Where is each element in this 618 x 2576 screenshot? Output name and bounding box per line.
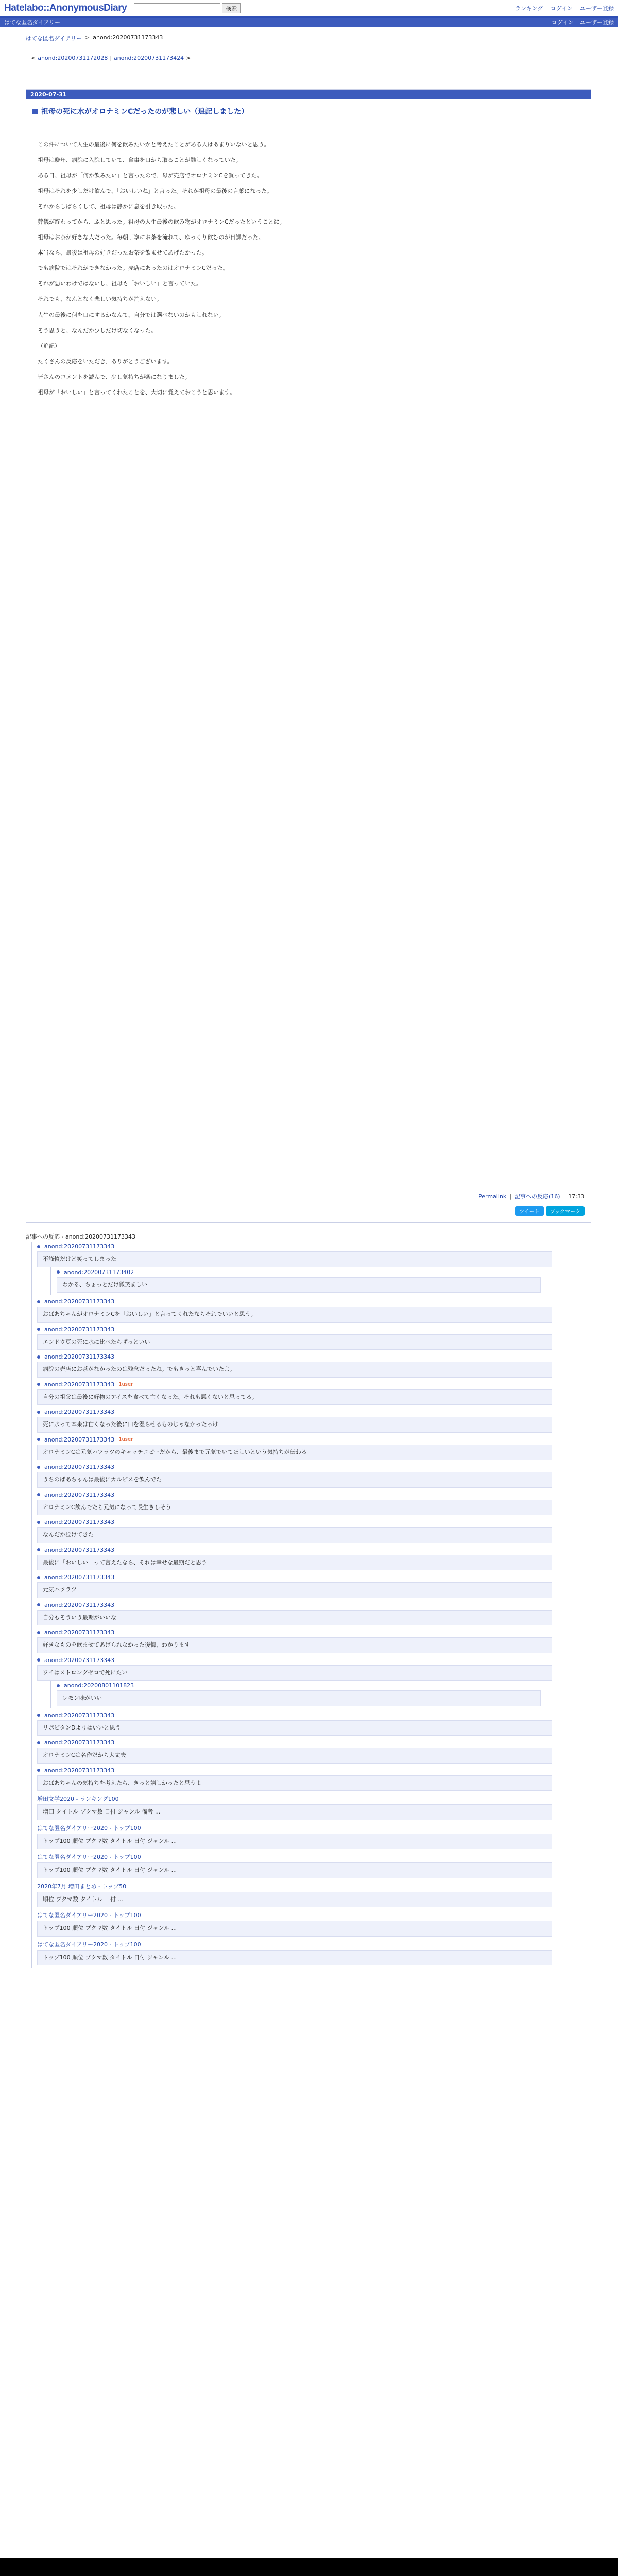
related-entry-body: トップ100 順位 ブクマ数 タイトル 日付 ジャンル ... bbox=[37, 1834, 552, 1850]
article-body bbox=[38, 140, 580, 397]
comment-body: 自分もそういう最期がいいな bbox=[37, 1610, 552, 1626]
bullet-icon bbox=[37, 1548, 40, 1551]
comment-id-link[interactable]: anond:20200731173343 bbox=[44, 1629, 115, 1636]
article-paragraph: たくさんの反応をいただき、ありがとうございます。 bbox=[38, 358, 173, 365]
search-input[interactable] bbox=[134, 3, 220, 13]
comment-header bbox=[37, 1602, 587, 1608]
comment-header bbox=[57, 1682, 587, 1689]
post-time: 17:33 bbox=[568, 1193, 585, 1200]
subbar-login[interactable]: ログイン bbox=[551, 19, 574, 26]
related-entry-title[interactable]: 2020年7月 増田まとめ - トップ50 bbox=[37, 1883, 127, 1890]
nav-ranking[interactable]: ランキング bbox=[514, 5, 543, 12]
comment-header bbox=[37, 1436, 587, 1443]
related-entry-body: 増田 タイトル ブクマ数 日付 ジャンル 備考 ... bbox=[37, 1804, 552, 1820]
comment-body: オロナミンCは名作だから大丈夫 bbox=[37, 1748, 552, 1764]
nav-register[interactable]: ユーザー登録 bbox=[580, 5, 614, 12]
comment-id-link[interactable]: anond:20200731173343 bbox=[44, 1436, 115, 1443]
bullet-icon bbox=[37, 1383, 40, 1386]
related-entry bbox=[31, 1939, 587, 1968]
comment-header bbox=[37, 1298, 587, 1305]
comment-id-link[interactable]: anond:20200731173343 bbox=[44, 1519, 115, 1526]
comment bbox=[31, 1352, 587, 1380]
comment bbox=[31, 1297, 587, 1325]
comment-body: おばあちゃんがオロナミンCを「おいしい」と言ってくれたならそれでいいと思う。 bbox=[37, 1307, 552, 1323]
search-box bbox=[134, 3, 241, 13]
comment-header bbox=[37, 1243, 587, 1250]
comment-header bbox=[37, 1574, 587, 1581]
bullet-icon bbox=[37, 1438, 40, 1441]
related-entry bbox=[31, 1909, 587, 1939]
article-paragraph: ある日、祖母が「何か飲みたい」と言ったので、母が売店でオロナミンCを買ってきた。 bbox=[38, 172, 263, 179]
comment-body: うちのばあちゃんは最後にカルピスを飲んでた bbox=[37, 1472, 552, 1488]
article-paragraph: それからしばらくして、祖母は静かに息を引き取った。 bbox=[38, 203, 179, 210]
comment-body: 最後に「おいしい」って言えたなら、それは幸せな最期だと思う bbox=[37, 1555, 552, 1571]
related-entry bbox=[31, 1793, 587, 1822]
subbar-register[interactable]: ユーザー登録 bbox=[580, 19, 614, 26]
comment-header bbox=[37, 1381, 587, 1388]
comment-header bbox=[37, 1712, 587, 1719]
article-paragraph: （追記） bbox=[38, 342, 60, 349]
comment-list bbox=[31, 1242, 587, 1968]
comment-header bbox=[37, 1492, 587, 1498]
breadcrumb-separator: > bbox=[85, 34, 90, 41]
comment-id-link[interactable]: anond:20200731173343 bbox=[44, 1464, 115, 1470]
comment-header bbox=[37, 1519, 587, 1526]
comment bbox=[31, 1572, 587, 1600]
breadcrumb bbox=[26, 34, 618, 42]
article-paragraph: 祖母は晩年、病院に入院していて、食事を口から取ることが難しくなっていた。 bbox=[38, 157, 242, 164]
prev-entry-link[interactable]: anond:20200731172028 bbox=[38, 55, 108, 61]
comment-body: オロナミンC飲んでたら元気になって長生きしそう bbox=[37, 1500, 552, 1516]
article-paragraph: 人生の最後に何を口にするかなんて、自分では選べないのかもしれない。 bbox=[38, 311, 225, 318]
permalink[interactable]: Permalink bbox=[478, 1193, 507, 1200]
search-button[interactable]: 検索 bbox=[222, 3, 241, 13]
article-footer: Permalink | 記事への反応(16) | 17:33 bbox=[478, 1193, 585, 1200]
related-entry-title[interactable]: 増田文学2020 - ランキング100 bbox=[37, 1795, 119, 1802]
title-square-icon bbox=[32, 109, 38, 114]
top-bar bbox=[0, 0, 618, 18]
comment-header bbox=[37, 1629, 587, 1636]
bookmark-count-badge[interactable]: 1user bbox=[118, 1436, 133, 1443]
bullet-icon bbox=[37, 1521, 40, 1524]
comment-id-link[interactable]: anond:20200731173343 bbox=[44, 1409, 115, 1415]
comment bbox=[31, 1490, 587, 1518]
related-entry-body: 順位 ブクマ数 タイトル 日付 ... bbox=[37, 1892, 552, 1908]
top-nav bbox=[515, 4, 614, 12]
bookmark-count-badge[interactable]: 1user bbox=[118, 1381, 133, 1387]
article-paragraph: それが悪いわけではないし、祖母も「おいしい」と言っていた。 bbox=[38, 280, 202, 287]
related-entry-title[interactable]: はてな匿名ダイアリー2020 - トップ100 bbox=[37, 1854, 141, 1860]
pager-separator: | bbox=[110, 55, 112, 61]
comment bbox=[50, 1681, 587, 1708]
related-entry-body: トップ100 順位 ブクマ数 タイトル 日付 ジャンル ... bbox=[37, 1862, 552, 1878]
related-entry-title[interactable]: はてな匿名ダイアリー2020 - トップ100 bbox=[37, 1912, 141, 1919]
comment bbox=[31, 1600, 587, 1628]
related-entry bbox=[31, 1880, 587, 1910]
comment-header bbox=[37, 1547, 587, 1553]
comment-id-link[interactable]: anond:20200731173343 bbox=[44, 1546, 115, 1553]
article-date: 2020-07-31 bbox=[26, 90, 591, 99]
comment-id-link[interactable]: anond:20200731173343 bbox=[44, 1298, 115, 1305]
entry-pager bbox=[31, 55, 618, 61]
bullet-icon bbox=[37, 1741, 40, 1744]
bullet-icon bbox=[57, 1270, 60, 1274]
share-buttons bbox=[515, 1206, 585, 1216]
sub-bar bbox=[0, 18, 618, 27]
comment-header bbox=[57, 1269, 587, 1276]
comment-id-link[interactable]: anond:20200731173343 bbox=[44, 1656, 115, 1664]
bullet-icon bbox=[37, 1658, 40, 1662]
comment-body: 元気ハツラツ bbox=[37, 1582, 552, 1598]
comment-body: 不謹慎だけど笑ってしまった bbox=[37, 1251, 552, 1267]
comment-id-link[interactable]: anond:20200731173343 bbox=[44, 1739, 115, 1746]
comment-body: わかる、ちょっとだけ微笑ましい bbox=[57, 1277, 541, 1293]
related-entry bbox=[31, 1822, 587, 1852]
article-paragraph: 葬儀が終わってから、ふと思った。祖母の人生最後の飲み物がオロナミンCだったということに。 bbox=[38, 218, 285, 226]
article-paragraph: 本当なら、最後は祖母の好きだったお茶を飲ませてあげたかった。 bbox=[38, 249, 208, 257]
comment-header bbox=[37, 1353, 587, 1360]
comment-body: リポビタンDよりはいいと思う bbox=[37, 1720, 552, 1736]
comment bbox=[31, 1435, 587, 1463]
comment bbox=[31, 1738, 587, 1766]
comment-body: ワイはストロングゼロで死にたい bbox=[37, 1665, 552, 1681]
nav-login[interactable]: ログイン bbox=[550, 5, 573, 12]
bullet-icon bbox=[37, 1245, 40, 1248]
comment bbox=[31, 1710, 587, 1738]
article bbox=[26, 89, 591, 1223]
comments-title: 記事への反応 - anond:20200731173343 bbox=[26, 1233, 136, 1240]
comment-id-link[interactable]: anond:20200731173343 bbox=[44, 1353, 115, 1360]
comment-header bbox=[37, 1464, 587, 1470]
comment-header bbox=[37, 1409, 587, 1415]
related-entry bbox=[31, 1851, 587, 1880]
comment-body: エンドウ豆の死に水に比べたらずっといい bbox=[37, 1334, 552, 1350]
article-title[interactable]: 祖母の死に水がオロナミンCだったのが悲しい（追記しました） bbox=[41, 108, 249, 116]
comment bbox=[31, 1517, 587, 1545]
prev-arrow-icon: < bbox=[31, 55, 36, 61]
comment-id-link[interactable]: anond:20200731173343 bbox=[44, 1381, 115, 1388]
black-band bbox=[0, 2558, 618, 2576]
article-paragraph: それでも、なんとなく悲しい気持ちが消えない。 bbox=[38, 296, 162, 303]
comment-id-link[interactable]: anond:20200731173343 bbox=[44, 1711, 115, 1719]
comment-header bbox=[37, 1657, 587, 1664]
comment-body: 病院の売店にお茶がなかったのは残念だったね。でもきっと喜んでいたよ。 bbox=[37, 1362, 552, 1378]
bullet-icon bbox=[37, 1300, 40, 1303]
comment-id-link[interactable]: anond:20200731173343 bbox=[44, 1326, 115, 1333]
comment-body: なんだか泣けてきた bbox=[37, 1527, 552, 1543]
comment-body: 自分の祖父は最後に好物のアイスを食べて亡くなった。それも悪くないと思ってる。 bbox=[37, 1389, 552, 1405]
bullet-icon bbox=[37, 1355, 40, 1359]
next-arrow-icon: > bbox=[186, 55, 191, 61]
article-paragraph: でも病院ではそれができなかった。売店にあったのはオロナミンCだった。 bbox=[38, 265, 229, 272]
article-title-row bbox=[32, 106, 585, 116]
related-entry-body: トップ100 順位 ブクマ数 タイトル 日付 ジャンル ... bbox=[37, 1921, 552, 1937]
comment bbox=[31, 1655, 587, 1710]
article-paragraph: 祖母が「おいしい」と言ってくれたことを、大切に覚えておこうと思います。 bbox=[38, 388, 236, 396]
breadcrumb-root[interactable]: はてな匿名ダイアリー bbox=[26, 35, 82, 42]
comment-header bbox=[37, 1326, 587, 1333]
bullet-icon bbox=[37, 1493, 40, 1496]
comment-body: 好きなものを飲ませてあげられなかった後悔、わかります bbox=[37, 1637, 552, 1653]
related-entry-body: トップ100 順位 ブクマ数 タイトル 日付 ジャンル ... bbox=[37, 1950, 552, 1966]
bullet-icon bbox=[37, 1576, 40, 1579]
comment bbox=[50, 1267, 587, 1295]
comment bbox=[31, 1766, 587, 1793]
article-paragraph: 祖母はそれを少しだけ飲んで、「おいしいね」と言った。それが祖母の最後の言葉になった。 bbox=[38, 188, 273, 195]
comment bbox=[31, 1325, 587, 1352]
article-paragraph: この件について人生の最後に何を飲みたいかと考えたことがある人はあまりいないと思う。 bbox=[38, 141, 270, 148]
site-logo[interactable]: Hatelabo::AnonymousDiary bbox=[4, 2, 127, 13]
bullet-icon bbox=[37, 1603, 40, 1606]
comment-id-link[interactable]: anond:20200731173343 bbox=[44, 1491, 115, 1498]
comment bbox=[31, 1242, 587, 1297]
next-entry-link[interactable]: anond:20200731173424 bbox=[114, 55, 184, 61]
comment-id-link[interactable]: anond:20200731173343 bbox=[44, 1601, 115, 1608]
breadcrumb-current: anond:20200731173343 bbox=[93, 34, 163, 41]
article-paragraph: 皆さんのコメントを読んで、少し気持ちが楽になりました。 bbox=[38, 373, 191, 380]
bullet-icon bbox=[57, 1684, 60, 1687]
bullet-icon bbox=[37, 1769, 40, 1772]
comment-body: レモン味がいい bbox=[57, 1690, 541, 1706]
bullet-icon bbox=[37, 1466, 40, 1469]
comment-body: おばあちゃんの気持ちを考えたら、きっと嬉しかったと思うよ bbox=[37, 1775, 552, 1791]
bookmark-button[interactable]: ブックマーク bbox=[546, 1206, 585, 1216]
related-entry-title[interactable]: はてな匿名ダイアリー2020 - トップ100 bbox=[37, 1824, 141, 1832]
bullet-icon bbox=[37, 1411, 40, 1414]
bullet-icon bbox=[37, 1328, 40, 1331]
tweet-button[interactable]: ツイート bbox=[515, 1206, 544, 1216]
comment bbox=[31, 1628, 587, 1655]
article-paragraph: そう思うと、なんだか少しだけ切なくなった。 bbox=[38, 327, 157, 334]
comment-id-link[interactable]: anond:20200801101823 bbox=[64, 1682, 134, 1689]
bullet-icon bbox=[37, 1631, 40, 1634]
comment-body: オロナミンCは元気ハツラツのキャッチコピーだから、最後まで元気でいてほしいという気持ちが伝わる bbox=[37, 1445, 552, 1461]
bullet-icon bbox=[37, 1714, 40, 1717]
comment bbox=[31, 1380, 587, 1408]
subbar-home-link[interactable]: はてな匿名ダイアリー bbox=[4, 19, 61, 26]
trackback-link[interactable]: 記事への反応(16) bbox=[514, 1193, 560, 1200]
comment-id-link[interactable]: anond:20200731173402 bbox=[64, 1268, 134, 1276]
comment-header bbox=[37, 1739, 587, 1746]
comment-id-link[interactable]: anond:20200731173343 bbox=[44, 1574, 115, 1581]
comment-body: 死に水って本来は亡くなった後に口を湿らせるものじゃなかったっけ bbox=[37, 1417, 552, 1433]
comment-id-link[interactable]: anond:20200731173343 bbox=[44, 1243, 115, 1250]
article-paragraph: 祖母はお茶が好きな人だった。毎朝丁寧にお茶を淹れて、ゆっくり飲むのが日課だった。 bbox=[38, 234, 264, 241]
comment bbox=[31, 1407, 587, 1435]
comment bbox=[31, 1545, 587, 1573]
comment bbox=[31, 1462, 587, 1490]
related-entry-title[interactable]: はてな匿名ダイアリー2020 - トップ100 bbox=[37, 1941, 141, 1948]
comment-id-link[interactable]: anond:20200731173343 bbox=[44, 1767, 115, 1774]
comment-header bbox=[37, 1767, 587, 1774]
